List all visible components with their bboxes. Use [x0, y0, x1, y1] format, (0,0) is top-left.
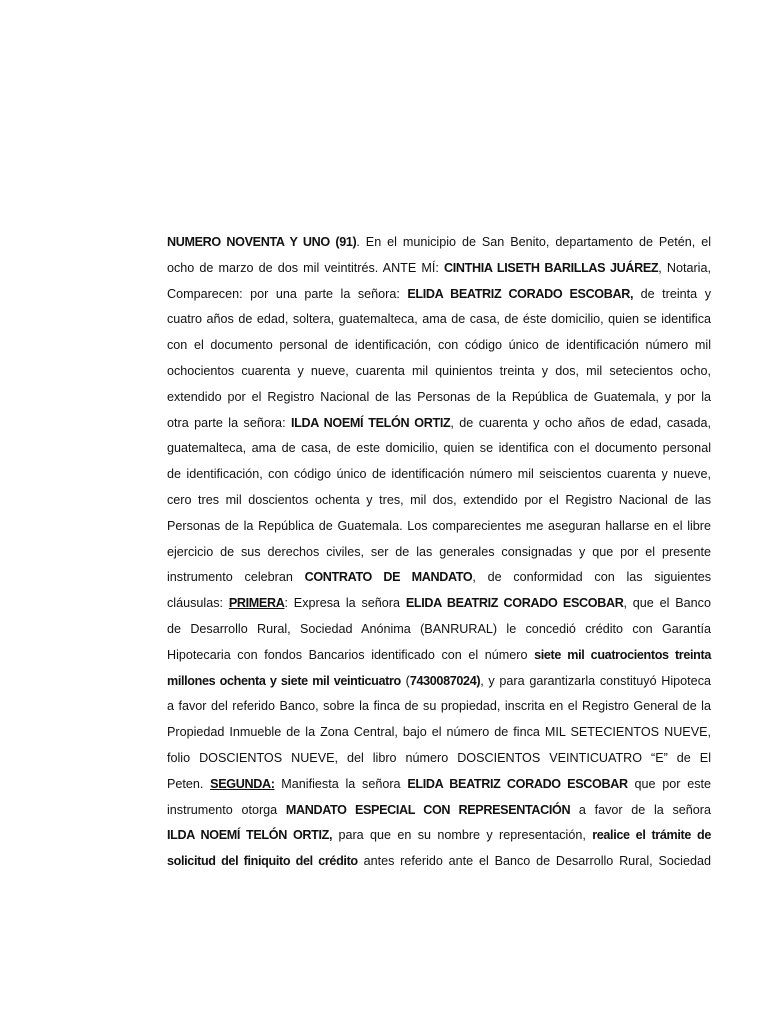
- document-line: [167, 772, 711, 798]
- document-line: [167, 462, 711, 488]
- bold-text-segment: PRIMERA: [228, 596, 285, 611]
- text-segment: cero tres mil doscientos ochenta y tres, mil dos, extendido por el Registro Nacional de las: [167, 492, 711, 507]
- document-line: [167, 307, 711, 333]
- bold-text-segment: siete mil cuatrocientos treinta: [534, 647, 711, 662]
- text-segment: folio DOSCIENTOS NUEVE, del libro número DOSCIENTOS VEINTICUATRO “E” de El: [167, 750, 711, 765]
- text-segment: , de conformidad con las siguientes: [472, 570, 712, 585]
- document-body-text: [167, 230, 711, 875]
- text-segment: Comparecen: por una parte la señora:: [167, 286, 408, 301]
- bold-text-segment: 7430087024): [409, 673, 481, 688]
- document-line: [167, 436, 711, 462]
- bold-text-segment: ELIDA BEATRIZ CORADO ESCOBAR: [405, 596, 624, 611]
- text-segment: Propiedad Inmueble de la Zona Central, bajo el número de finca MIL SETECIENTOS NUEVE,: [167, 725, 711, 740]
- bold-text-segment: ELIDA BEATRIZ CORADO ESCOBAR,: [407, 286, 634, 301]
- document-line: [167, 617, 711, 643]
- text-segment: Manifiesta la señora: [274, 776, 408, 791]
- document-line: [167, 720, 711, 746]
- text-segment: cuatro años de edad, soltera, guatemalteca, ama de casa, de éste domicilio, quien se identifica: [167, 312, 711, 327]
- text-segment: ochocientos cuarenta y nueve, cuarenta mil quinientos treinta y dos, mil setecientos ocho,: [167, 363, 711, 378]
- text-segment: guatemalteca, ama de casa, de este domicilio, quien se identifica con el documento personal: [167, 441, 711, 456]
- bold-text-segment: ILDA NOEMÍ TELÓN ORTIZ: [291, 415, 451, 430]
- document-line: [167, 849, 711, 875]
- document-line: [167, 333, 711, 359]
- text-segment: antes referido ante el Banco de Desarrollo Rural, Sociedad: [357, 854, 711, 869]
- text-segment: de Desarrollo Rural, Sociedad Anónima (BANRURAL) le concedió crédito con Garantía: [167, 621, 711, 636]
- bold-text-segment: ELIDA BEATRIZ CORADO ESCOBAR: [407, 776, 628, 791]
- text-segment: con el documento personal de identificación, con código único de identificación número mil: [167, 338, 711, 353]
- text-segment: , Notaria,: [658, 260, 711, 275]
- text-segment: , y para garantizarla constituyó Hipoteca: [480, 673, 711, 688]
- text-segment: , de cuarenta y ocho años de edad, casada,: [450, 415, 711, 430]
- text-segment: Personas de la República de Guatemala. Los comparecientes me aseguran hallarse en el libre: [167, 518, 711, 533]
- text-segment: , que el Banco: [623, 596, 711, 611]
- bold-text-segment: CINTHIA LISETH BARILLAS JUÁREZ: [444, 260, 659, 275]
- document-line: [167, 669, 711, 695]
- document-line: [167, 694, 711, 720]
- bold-text-segment: MANDATO ESPECIAL CON REPRESENTACIÓN: [285, 802, 571, 817]
- document-line: [167, 282, 711, 308]
- document-line: [167, 746, 711, 772]
- text-segment: cláusulas:: [167, 596, 229, 611]
- document-line: [167, 256, 711, 282]
- document-line: [167, 230, 711, 256]
- text-segment: de treinta y: [633, 286, 711, 301]
- document-line: [167, 591, 711, 617]
- document-line: [167, 565, 711, 591]
- text-segment: que por este: [627, 776, 712, 791]
- text-segment: instrumento otorga: [167, 802, 286, 817]
- bold-text-segment: CONTRATO DE MANDATO: [304, 570, 473, 585]
- bold-text-segment: solicitud del finiquito del crédito: [167, 854, 358, 869]
- bold-text-segment: realice el trámite de: [592, 828, 711, 843]
- bold-text-segment: ILDA NOEMÍ TELÓN ORTIZ,: [167, 828, 333, 843]
- text-segment: ejercicio de sus derechos civiles, ser de las generales consignadas y que por el presente: [167, 544, 711, 559]
- text-segment: . En el municipio de San Benito, departamento de Petén, el: [356, 235, 712, 249]
- bold-text-segment: SEGUNDA:: [210, 776, 275, 791]
- bold-text-segment: NUMERO NOVENTA Y UNO (91): [167, 235, 357, 249]
- text-segment: ocho de marzo de dos mil veintitrés. ANTE MÍ:: [167, 260, 444, 275]
- text-segment: (: [400, 673, 410, 688]
- text-segment: de identificación, con código único de identificación número mil seiscientos cuarenta y nueve,: [167, 467, 711, 482]
- document-line: [167, 488, 711, 514]
- document-line: [167, 359, 711, 385]
- text-segment: a favor del referido Banco, sobre la finca de su propiedad, inscrita en el Registro General de la: [167, 699, 711, 714]
- document-line: [167, 823, 711, 849]
- text-segment: para que en su nombre y representación,: [332, 828, 593, 843]
- document-line: [167, 798, 711, 824]
- text-segment: instrumento celebran: [167, 570, 305, 585]
- document-line: [167, 411, 711, 437]
- document-line: [167, 540, 711, 566]
- text-segment: extendido por el Registro Nacional de las Personas de la República de Guatemala, y por la: [167, 389, 711, 404]
- document-line: [167, 514, 711, 540]
- text-segment: a favor de la señora: [570, 802, 711, 817]
- bold-text-segment: millones ochenta y siete mil veinticuatro: [167, 673, 401, 688]
- document-line: [167, 643, 711, 669]
- text-segment: Peten.: [167, 776, 211, 791]
- text-segment: : Expresa la señora: [284, 596, 406, 611]
- document-line: [167, 385, 711, 411]
- text-segment: otra parte la señora:: [167, 415, 292, 430]
- text-segment: Hipotecaria con fondos Bancarios identificado con el número: [167, 647, 535, 662]
